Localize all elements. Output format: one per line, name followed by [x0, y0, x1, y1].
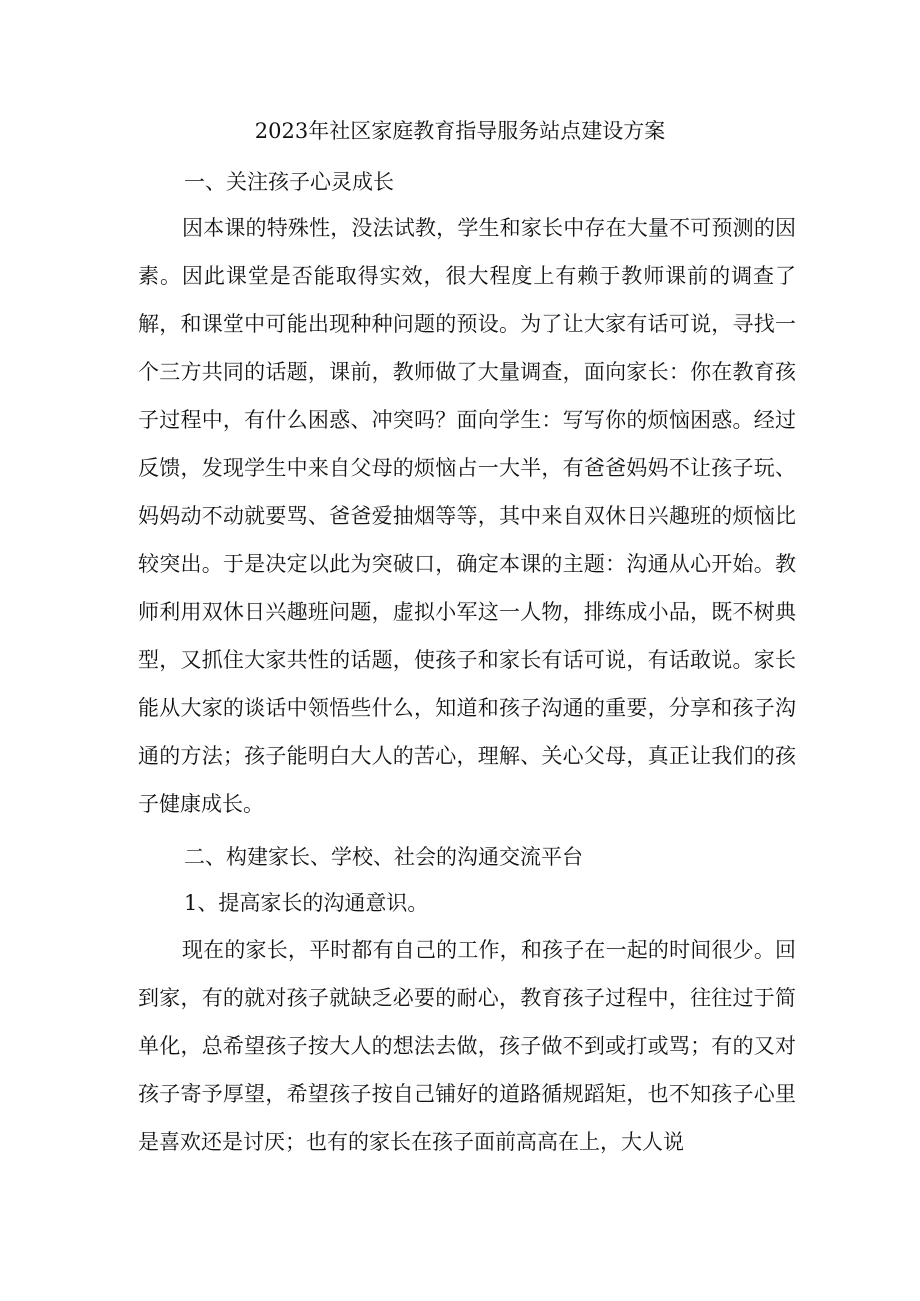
document-title: 2023年社区家庭教育指导服务站点建设方案 [254, 119, 666, 143]
paragraph-1: 因本课的特殊性，没法试教，学生和家长中存在大量不可预测的因素。因此课堂是否能取得实效，很大程度上有赖于教师课前的调查了解，和课堂中可能出现种种问题的预设。为了让大家有话可说，寻找一个三方共同的话题，课前，教师做了大量调查，面向家长：你在教育孩子过程中，有什么困惑、冲突吗？面向学生：写写你的烦恼困惑。经过反馈，发现学生中来自父母的烦恼占一大半，有爸爸妈妈不让孩子玩、妈妈动不动就要骂、爸爸爱抽烟等等，其中来自双休日兴趣班的烦恼比较突出。于是决定以此为突破口，确定本课的主题：沟通从心开始。教师利用双休日兴趣班问题，虚拟小军这一人物，排练成小品，既不树典型，又抓住大家共性的话题，使孩子和家长有话可说，有话敢说。家长能从大家的谈话中领悟些什么，知道和孩子沟通的重要，分享和孩子沟通的方法；孩子能明白大人的苦心，理解、关心父母，真正让我们的孩子健康成长。 [138, 216, 796, 816]
subsection-heading-1: 1、提高家长的沟通意识。 [184, 891, 429, 915]
section-heading-1: 一、关注孩子心灵成长 [184, 170, 394, 194]
section-heading-2: 二、构建家长、学校、社会的沟通交流平台 [184, 845, 583, 869]
paragraph-2: 现在的家长，平时都有自己的工作，和孩子在一起的时间很少。回到家，有的就对孩子就缺乏必要的耐心，教育孩子过程中，往往过于简单化，总希望孩子按大人的想法去做，孩子做不到或打或骂；有的又对孩子寄予厚望，希望孩子按自己铺好的道路循规蹈矩，也不知孩子心里是喜欢还是讨厌；也有的家长在孩子面前高高在上，大人说 [138, 938, 796, 1154]
